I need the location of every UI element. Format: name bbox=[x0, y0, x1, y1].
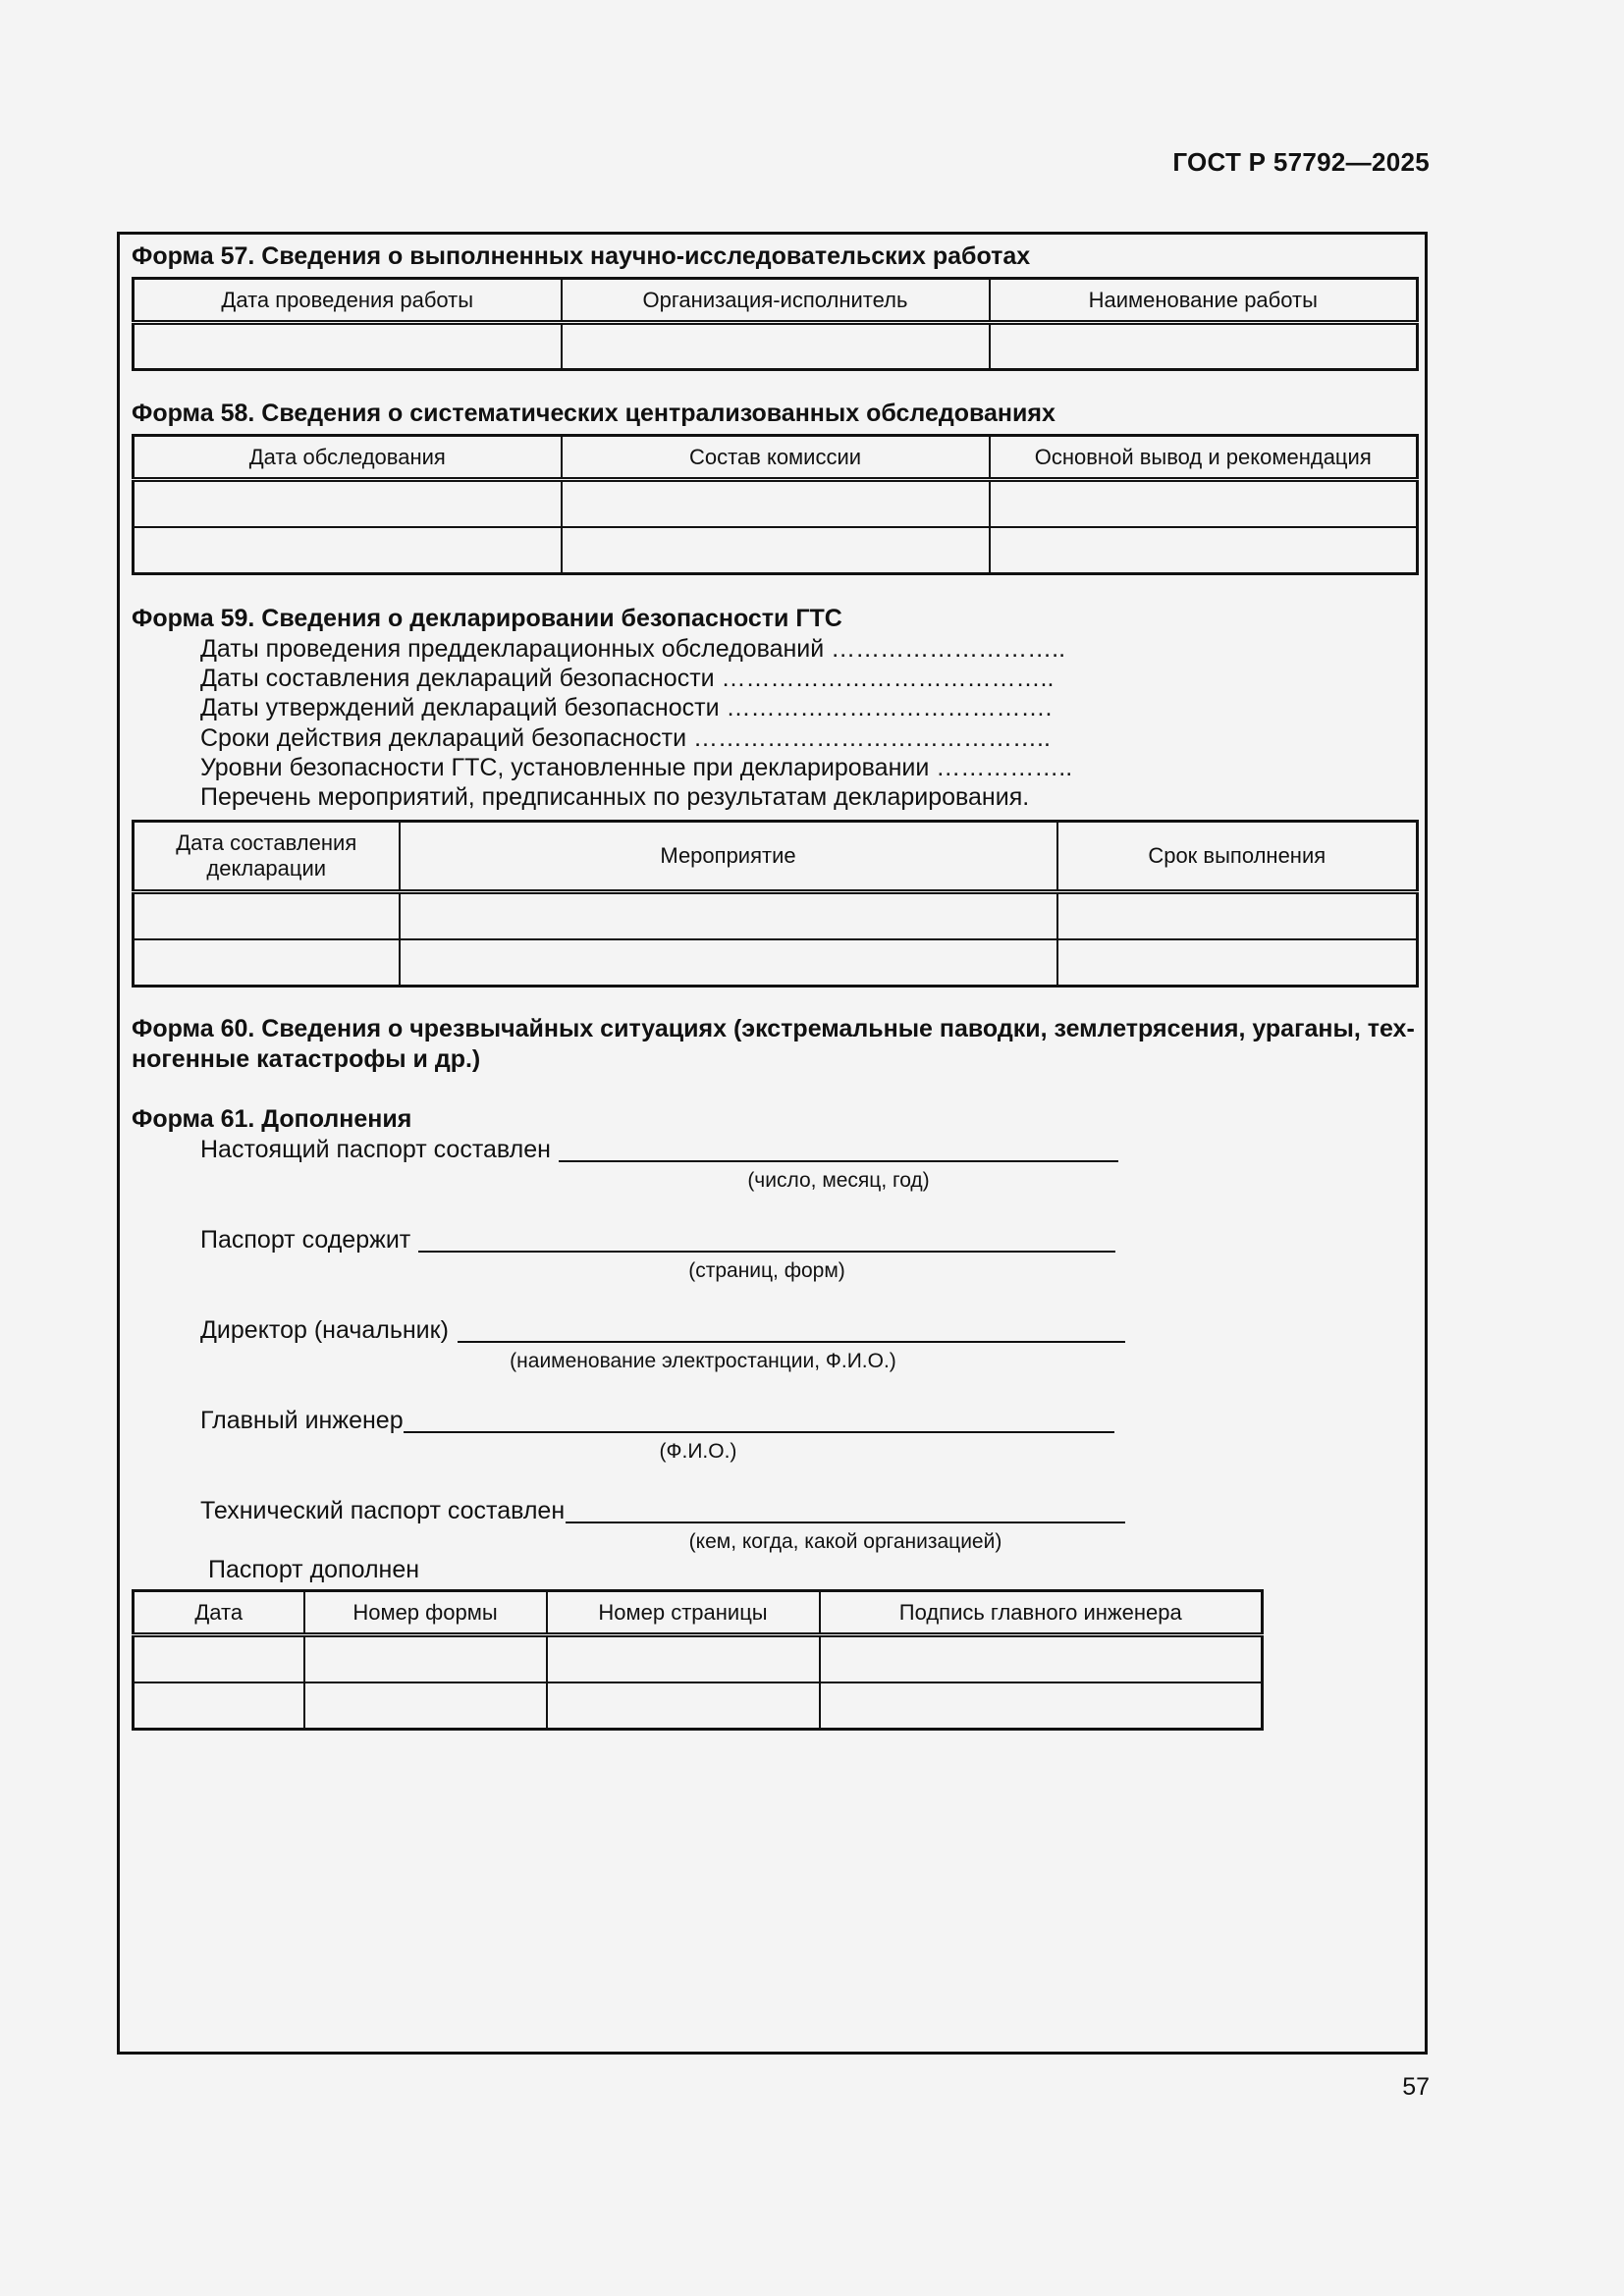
table-cell[interactable] bbox=[134, 323, 562, 370]
tech-passport-label: Технический паспорт составлен bbox=[200, 1497, 566, 1524]
table-cell[interactable] bbox=[990, 480, 1418, 527]
passport-compiled-hint: (число, месяц, год) bbox=[747, 1169, 930, 1192]
form59-line: Уровни безопасности ГТС, установленные при декларировании …………….. bbox=[200, 754, 1073, 781]
tech-passport-hint: (кем, когда, какой организацией) bbox=[688, 1530, 1002, 1553]
column-header: Дата bbox=[134, 1591, 304, 1635]
form57-table bbox=[132, 277, 1419, 371]
table-cell[interactable] bbox=[400, 939, 1057, 987]
form61-table bbox=[132, 1589, 1264, 1731]
passport-contains-field[interactable] bbox=[418, 1251, 1115, 1253]
passport-supplemented-label: Паспорт дополнен bbox=[208, 1556, 420, 1583]
column-header: Номер формы bbox=[304, 1591, 547, 1635]
table-cell[interactable] bbox=[134, 892, 400, 939]
table-cell[interactable] bbox=[990, 527, 1418, 574]
column-header: Дата проведения работы bbox=[134, 279, 562, 323]
table-cell[interactable] bbox=[304, 1682, 547, 1730]
table-cell[interactable] bbox=[562, 527, 990, 574]
form59-title: Форма 59. Сведения о декларировании безопасности ГТС bbox=[132, 605, 842, 632]
tech-passport-field[interactable] bbox=[566, 1522, 1125, 1523]
form59-line: Сроки действия деклараций безопасности …………………………………….. bbox=[200, 724, 1051, 752]
passport-contains-label: Паспорт содержит bbox=[200, 1226, 411, 1254]
column-header: Срок выполнения bbox=[1057, 822, 1418, 892]
column-header: Основной вывод и рекомендация bbox=[990, 436, 1418, 480]
form61-title: Форма 61. Дополнения bbox=[132, 1105, 412, 1133]
table-cell[interactable] bbox=[820, 1635, 1263, 1682]
table-cell[interactable] bbox=[134, 1682, 304, 1730]
table-cell[interactable] bbox=[1057, 939, 1418, 987]
form58-table bbox=[132, 434, 1419, 575]
form59-line: Даты утверждений деклараций безопасности …………………………………. bbox=[200, 694, 1053, 721]
column-header: Дата обследования bbox=[134, 436, 562, 480]
table-cell[interactable] bbox=[562, 480, 990, 527]
page-number: 57 bbox=[1402, 2073, 1430, 2101]
form60-title-line2: ногенные катастрофы и др.) bbox=[132, 1045, 481, 1073]
chief-engineer-label: Главный инженер bbox=[200, 1407, 404, 1434]
form59-line: Даты составления деклараций безопасности ………………………………….. bbox=[200, 665, 1055, 692]
director-field[interactable] bbox=[458, 1341, 1125, 1343]
document-standard-number: ГОСТ Р 57792—2025 bbox=[1172, 147, 1430, 177]
table-cell[interactable] bbox=[304, 1635, 547, 1682]
passport-compiled-label: Настоящий паспорт составлен bbox=[200, 1136, 551, 1163]
table-cell[interactable] bbox=[820, 1682, 1263, 1730]
column-header: Мероприятие bbox=[400, 822, 1057, 892]
form59-line: Перечень мероприятий, предписанных по результатам декларирования. bbox=[200, 783, 1030, 811]
table-cell[interactable] bbox=[134, 480, 562, 527]
table-cell[interactable] bbox=[547, 1635, 820, 1682]
table-cell[interactable] bbox=[134, 939, 400, 987]
passport-compiled-field[interactable] bbox=[559, 1160, 1118, 1162]
table-cell[interactable] bbox=[562, 323, 990, 370]
form59-line: Даты проведения преддекларационных обследований ……………………….. bbox=[200, 635, 1066, 663]
table-cell[interactable] bbox=[134, 1635, 304, 1682]
table-cell[interactable] bbox=[547, 1682, 820, 1730]
table-cell[interactable] bbox=[400, 892, 1057, 939]
column-header: Наименование работы bbox=[990, 279, 1418, 323]
column-header: Состав комиссии bbox=[562, 436, 990, 480]
chief-engineer-field[interactable] bbox=[404, 1431, 1114, 1433]
column-header: Подпись главного инженера bbox=[820, 1591, 1263, 1635]
passport-contains-hint: (страниц, форм) bbox=[688, 1259, 845, 1282]
director-hint: (наименование электростанции, Ф.И.О.) bbox=[510, 1350, 896, 1372]
form58-title: Форма 58. Сведения о систематических централизованных обследованиях bbox=[132, 400, 1056, 427]
column-header: Номер страницы bbox=[547, 1591, 820, 1635]
table-cell[interactable] bbox=[1057, 892, 1418, 939]
form57-title: Форма 57. Сведения о выполненных научно-исследовательских работах bbox=[132, 242, 1031, 270]
form59-table bbox=[132, 820, 1419, 988]
form60-title-line1: Форма 60. Сведения о чрезвычайных ситуациях (экстремальные паводки, землетрясения, ураганы, тех- bbox=[132, 1015, 1415, 1042]
table-cell[interactable] bbox=[990, 323, 1418, 370]
director-label: Директор (начальник) bbox=[200, 1316, 449, 1344]
column-header: Организация-исполнитель bbox=[562, 279, 990, 323]
column-header: Дата составления декларации bbox=[134, 822, 400, 892]
table-cell[interactable] bbox=[134, 527, 562, 574]
chief-engineer-hint: (Ф.И.О.) bbox=[659, 1440, 737, 1463]
